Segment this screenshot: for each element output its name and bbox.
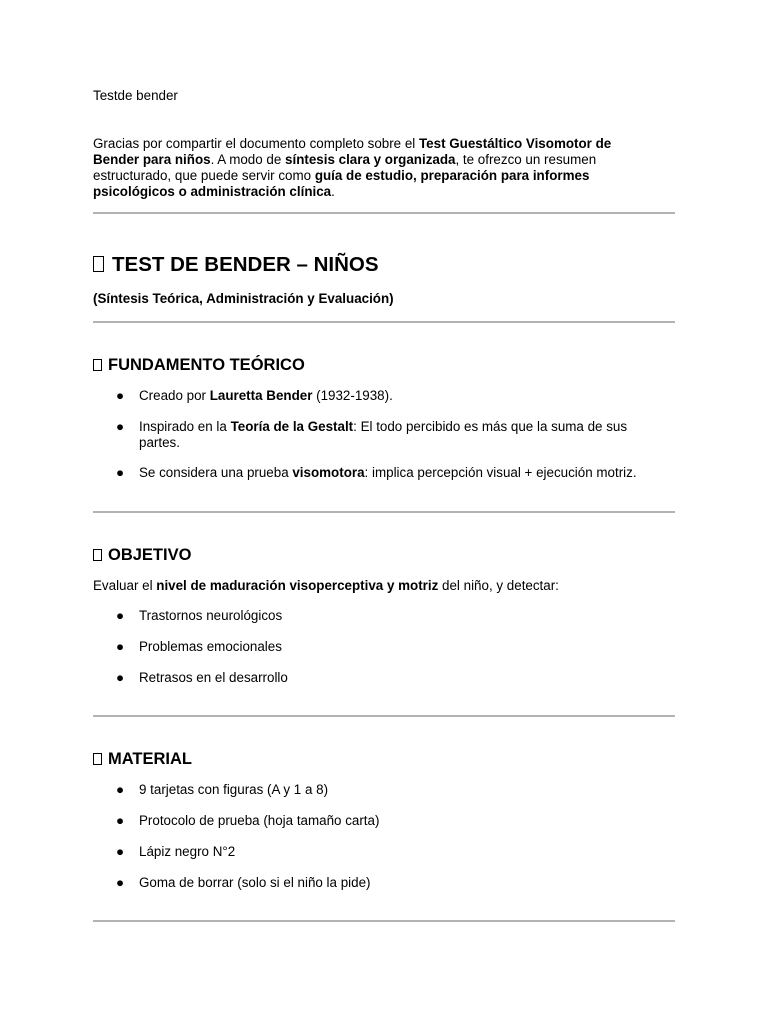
intro-text: estructurado, que puede servir como (93, 168, 315, 183)
list-item: Lápiz negro N°2 (139, 844, 236, 859)
section-heading-objetivo (93, 545, 191, 565)
intro-paragraph (93, 136, 683, 200)
section-heading-text: MATERIAL (108, 750, 193, 768)
intro-bold-text: Test Guestáltico Visomotor de (419, 136, 612, 151)
bullet-icon: ● (116, 670, 125, 685)
document-header-line: Testde bender (93, 88, 178, 103)
list-item: Problemas emocionales (139, 639, 282, 654)
section-heading-fundamento (93, 355, 305, 375)
intro-text: , te ofrezco un resumen (455, 152, 597, 167)
horizontal-rule (93, 715, 675, 717)
list-item (139, 419, 679, 451)
intro-text: Gracias por compartir el documento completo sobre el (93, 136, 419, 151)
horizontal-rule (93, 321, 675, 323)
missing-glyph-box-icon (93, 549, 102, 561)
objetivo-lead (93, 578, 559, 594)
list-item: Trastornos neurológicos (139, 608, 283, 623)
document-subtitle: (Síntesis Teórica, Administración y Evaluación) (93, 291, 394, 306)
intro-bold-text: Bender para niños (93, 152, 211, 167)
list-item-text: Creado por (139, 388, 210, 403)
list-item-text: Se considera una prueba (139, 465, 293, 480)
bullet-icon: ● (116, 608, 125, 623)
bullet-icon: ● (116, 844, 125, 859)
paragraph-text: del niño, y detectar: (438, 578, 559, 593)
bullet-icon: ● (116, 875, 125, 890)
bullet-icon: ● (116, 639, 125, 654)
list-item: Retrasos en el desarrollo (139, 670, 288, 685)
intro-bold-text: síntesis clara y organizada (285, 152, 456, 167)
horizontal-rule (93, 920, 675, 922)
list-item-bold-text: visomotora (292, 465, 365, 480)
section-heading-text: OBJETIVO (108, 546, 192, 564)
missing-glyph-box-icon (93, 256, 104, 272)
document-title (93, 252, 379, 278)
bullet-icon: ● (116, 813, 125, 828)
list-item-text: partes. (139, 435, 180, 450)
list-item: Protocolo de prueba (hoja tamaño carta) (139, 813, 380, 828)
list-item-bold-text: Lauretta Bender (209, 388, 313, 403)
bullet-icon: ● (116, 419, 125, 434)
paragraph-text: Evaluar el (93, 578, 157, 593)
intro-bold-text: guía de estudio, preparación para informes (314, 168, 590, 183)
intro-text: . (331, 184, 335, 199)
bullet-icon: ● (116, 782, 125, 797)
list-item (139, 388, 679, 404)
bullet-icon: ● (116, 388, 125, 403)
intro-bold-text: psicológicos o administración clínica (93, 184, 332, 199)
section-heading-text: FUNDAMENTO TEÓRICO (108, 356, 305, 374)
paragraph-bold-text: nivel de maduración visoperceptiva y motriz (156, 578, 439, 593)
missing-glyph-box-icon (93, 753, 102, 765)
missing-glyph-box-icon (93, 359, 102, 371)
bullet-icon: ● (116, 465, 125, 480)
list-item: 9 tarjetas con figuras (A y 1 a 8) (139, 782, 329, 797)
horizontal-rule (93, 511, 675, 513)
list-item (139, 465, 679, 481)
list-item: Goma de borrar (solo si el niño la pide) (139, 875, 371, 890)
intro-text: . A modo de (210, 152, 286, 167)
horizontal-rule (93, 212, 675, 214)
section-heading-material (93, 749, 192, 769)
list-item-text: : El todo percibido es más que la suma de sus (353, 419, 628, 434)
list-item-text: (1932-1938). (312, 388, 393, 403)
list-item-text: : implica percepción visual + ejecución motriz. (364, 465, 637, 480)
document-title-text: TEST DE BENDER – NIÑOS (112, 253, 379, 276)
list-item-bold-text: Teoría de la Gestalt (230, 419, 354, 434)
list-item-text: Inspirado en la (139, 419, 231, 434)
